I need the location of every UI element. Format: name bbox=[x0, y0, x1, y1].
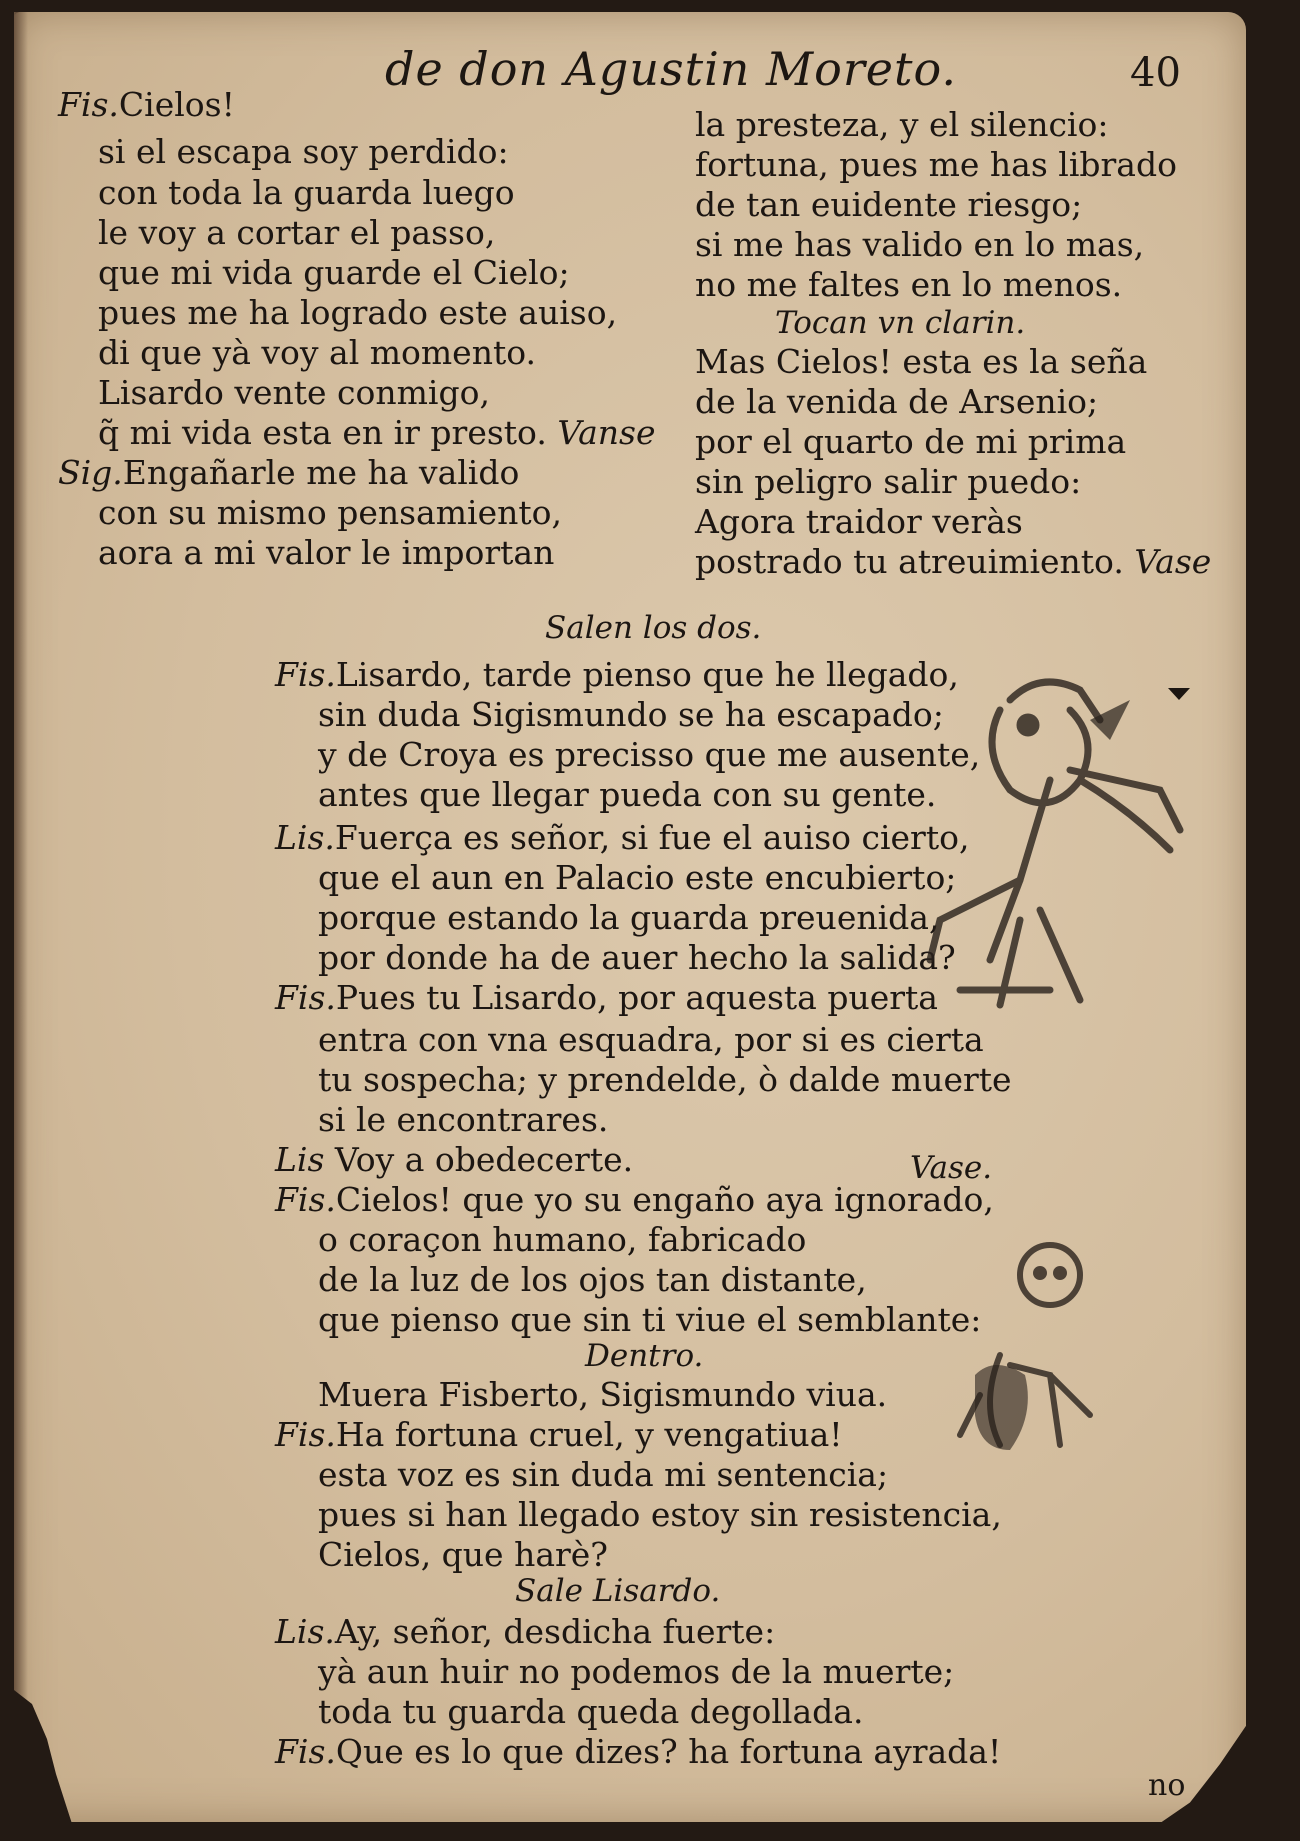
verse-line: con toda la guarda luego bbox=[98, 173, 515, 212]
verse-line: Lis.Ay, señor, desdicha fuerte: bbox=[275, 1612, 776, 1651]
catchword: no bbox=[1148, 1768, 1186, 1803]
stage-direction-dentro: Dentro. bbox=[585, 1338, 704, 1374]
verse-line: antes que llegar pueda con su gente. bbox=[318, 775, 937, 814]
verse-line: Mas Cielos! esta es la seña bbox=[695, 342, 1148, 381]
verse-line: yà aun huir no podemos de la muerte; bbox=[318, 1652, 955, 1691]
running-title: de don Agustin Moreto. bbox=[385, 42, 958, 96]
verse-line: si le encontrares. bbox=[318, 1100, 609, 1139]
verse-line: Agora traidor veràs bbox=[695, 502, 1023, 541]
stage-direction-salen: Salen los dos. bbox=[545, 610, 762, 646]
verse-line: con su mismo pensamiento, bbox=[98, 493, 562, 532]
verse-line: por el quarto de mi prima bbox=[695, 422, 1127, 461]
verse-line: entra con vna esquadra, por si es cierta bbox=[318, 1020, 984, 1059]
verse-line: Fis.Cielos! que yo su engaño aya ignorado, bbox=[275, 1180, 994, 1219]
verse-line: o coraçon humano, fabricado bbox=[318, 1220, 807, 1259]
verse-line: pues me ha logrado este auiso, bbox=[98, 293, 618, 332]
page-number: 40 bbox=[1130, 50, 1181, 96]
verse-line: aora a mi valor le importan bbox=[98, 533, 555, 572]
verse-line: toda tu guarda queda degollada. bbox=[318, 1692, 864, 1731]
verse-line: de tan euidente riesgo; bbox=[695, 185, 1083, 224]
verse-line: que mi vida guarde el Cielo; bbox=[98, 253, 570, 292]
verse-line: no me faltes en lo menos. bbox=[695, 265, 1123, 304]
verse-line: la presteza, y el silencio: bbox=[695, 105, 1109, 144]
stage-direction: Vase bbox=[1134, 542, 1212, 581]
verse-line: porque estando la guarda preuenida, bbox=[318, 898, 940, 937]
verse-line: Fis.Ha fortuna cruel, y vengatiua! bbox=[275, 1415, 843, 1454]
verse-line: Lisardo vente conmigo, bbox=[98, 373, 490, 412]
verse-line: q̃ mi vida esta en ir presto. Vanse bbox=[98, 413, 656, 452]
verse-line: que el aun en Palacio este encubierto; bbox=[318, 858, 957, 897]
verse-line: por donde ha de auer hecho la salida? bbox=[318, 938, 956, 977]
verse-line: Lis Voy a obedecerte. bbox=[275, 1140, 634, 1179]
verse-line: postrado tu atreuimiento. Vase bbox=[695, 542, 1212, 581]
verse-line: sin peligro salir puedo: bbox=[695, 462, 1082, 501]
verse-line: que pienso que sin ti viue el semblante: bbox=[318, 1300, 982, 1339]
verse-line: Fis.Pues tu Lisardo, por aquesta puerta bbox=[275, 978, 938, 1017]
stage-direction-vase: Vase. bbox=[910, 1150, 993, 1186]
stage-direction-sale: Sale Lisardo. bbox=[515, 1573, 721, 1609]
verse-line: Fis.Cielos! bbox=[58, 85, 235, 124]
verse-line: de la venida de Arsenio; bbox=[695, 382, 1099, 421]
stage-direction: Tocan vn clarin. bbox=[775, 305, 1026, 341]
verse-line: si el escapa soy perdido: bbox=[98, 132, 509, 171]
ink-doodle-small-figure bbox=[940, 1235, 1120, 1465]
page-gutter bbox=[14, 12, 28, 1822]
verse-line: y de Croya es precisso que me ausente, bbox=[318, 735, 981, 774]
verse-line: esta voz es sin duda mi sentencia; bbox=[318, 1455, 889, 1494]
verse-line: fortuna, pues me has librado bbox=[695, 145, 1177, 184]
verse-line: Lis.Fuerça es señor, si fue el auiso cierto, bbox=[275, 818, 970, 857]
verse-line: de la luz de los ojos tan distante, bbox=[318, 1260, 867, 1299]
verse-line: pues si han llegado estoy sin resistencia, bbox=[318, 1495, 1002, 1534]
verse-line: Muera Fisberto, Sigismundo viua. bbox=[318, 1375, 888, 1414]
stage-direction: Vanse bbox=[557, 413, 656, 452]
verse-line: le voy a cortar el passo, bbox=[98, 213, 496, 252]
verse-line: Sig.Engañarle me ha valido bbox=[58, 453, 520, 492]
verse-line: sin duda Sigismundo se ha escapado; bbox=[318, 695, 944, 734]
ink-doodle-figure bbox=[900, 660, 1200, 1030]
verse-line: Cielos, que harè? bbox=[318, 1535, 608, 1574]
verse-line: si me has valido en lo mas, bbox=[695, 225, 1145, 264]
verse-line: tu sospecha; y prendelde, ò dalde muerte bbox=[318, 1060, 1012, 1099]
verse-line: di que yà voy al momento. bbox=[98, 333, 537, 372]
verse-line: Fis.Que es lo que dizes? ha fortuna ayrada! bbox=[275, 1732, 1002, 1771]
verse-line: Fis.Lisardo, tarde pienso que he llegado, bbox=[275, 655, 959, 694]
